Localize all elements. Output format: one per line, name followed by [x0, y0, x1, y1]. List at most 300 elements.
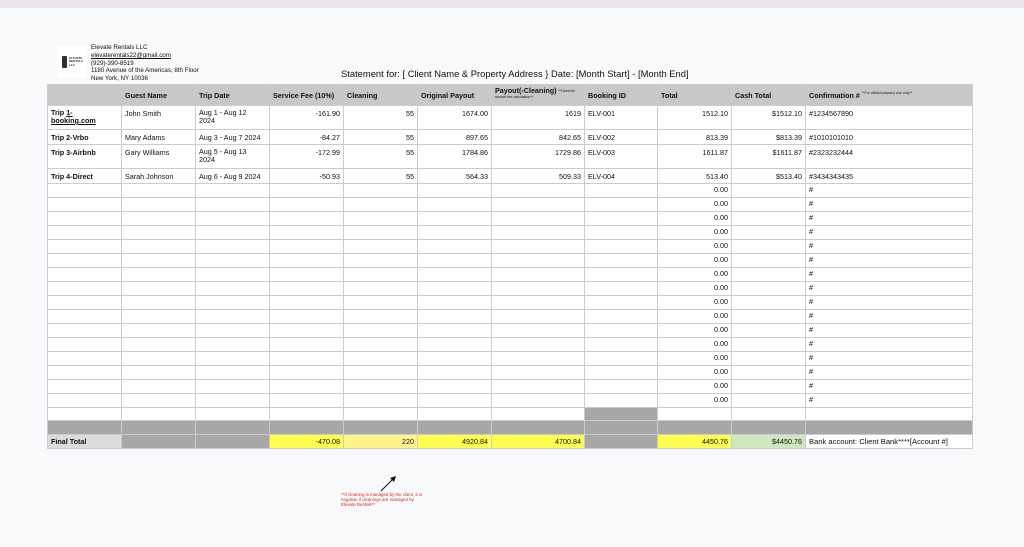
total[interactable]: 1611.87: [658, 145, 732, 169]
cell[interactable]: [196, 268, 270, 282]
original-payout[interactable]: 897.65: [418, 130, 492, 145]
company-name: Elevate Rentals LLC: [91, 44, 148, 51]
payout-cleaning[interactable]: 842.65: [492, 130, 585, 145]
payout-cleaning[interactable]: 1729.86: [492, 145, 585, 169]
cell[interactable]: [196, 408, 270, 421]
cell[interactable]: [122, 324, 196, 338]
cash-total[interactable]: [732, 380, 806, 394]
trip-label[interactable]: Trip 4-Direct: [48, 169, 122, 184]
cell[interactable]: [270, 240, 344, 254]
cell[interactable]: [344, 282, 418, 296]
cell[interactable]: [270, 212, 344, 226]
cell[interactable]: [122, 408, 196, 421]
cell[interactable]: [270, 296, 344, 310]
cell[interactable]: [344, 296, 418, 310]
header-original-payout[interactable]: Original Payout: [418, 85, 492, 106]
cell[interactable]: [196, 435, 270, 449]
cell[interactable]: [492, 282, 585, 296]
cell[interactable]: [418, 268, 492, 282]
confirmation-number[interactable]: #: [806, 338, 973, 352]
final-total[interactable]: 4450.76: [658, 435, 732, 449]
total[interactable]: 0.00: [658, 338, 732, 352]
cell[interactable]: [418, 408, 492, 421]
trip-date-line1: Aug 1 - Aug 12: [199, 108, 247, 117]
table-row: [48, 254, 973, 268]
table-row: [48, 310, 973, 324]
cell[interactable]: [492, 198, 585, 212]
guest-name[interactable]: Mary Adams: [122, 130, 196, 145]
cleaning[interactable]: 55: [344, 130, 418, 145]
cell: [658, 421, 732, 435]
cell[interactable]: [122, 394, 196, 408]
cash-total[interactable]: [732, 282, 806, 296]
confirmation-number[interactable]: #: [806, 254, 973, 268]
cell[interactable]: [122, 254, 196, 268]
cleaning[interactable]: 55: [344, 106, 418, 130]
cell[interactable]: [270, 198, 344, 212]
cash-total[interactable]: [732, 324, 806, 338]
header-booking-id[interactable]: Booking ID: [585, 85, 658, 106]
confirmation-number[interactable]: #: [806, 324, 973, 338]
guest-name[interactable]: John Smith: [122, 106, 196, 130]
cell[interactable]: [492, 296, 585, 310]
trip-label-link-2[interactable]: booking.com: [51, 116, 96, 125]
total[interactable]: 0.00: [658, 394, 732, 408]
cell[interactable]: [344, 184, 418, 198]
cell[interactable]: [492, 184, 585, 198]
header-trip-date[interactable]: Trip Date: [196, 85, 270, 106]
total[interactable]: 0.00: [658, 268, 732, 282]
cell[interactable]: [196, 254, 270, 268]
cell[interactable]: [585, 226, 658, 240]
total[interactable]: 0.00: [658, 282, 732, 296]
cell[interactable]: [585, 380, 658, 394]
confirmation-number[interactable]: #: [806, 268, 973, 282]
row-label-cell[interactable]: [48, 240, 122, 254]
total[interactable]: 813.39: [658, 130, 732, 145]
table-row: [48, 130, 973, 145]
cell[interactable]: [196, 380, 270, 394]
row-label-cell[interactable]: [48, 254, 122, 268]
cell[interactable]: [270, 408, 344, 421]
cell[interactable]: [196, 352, 270, 366]
header-cash-total[interactable]: Cash Total: [732, 85, 806, 106]
total[interactable]: 0.00: [658, 324, 732, 338]
cell[interactable]: [492, 310, 585, 324]
table-row: [48, 296, 973, 310]
table-row: [48, 212, 973, 226]
confirmation-note: **For office/company use only**: [861, 90, 913, 95]
cell[interactable]: [585, 282, 658, 296]
cell: [48, 421, 122, 435]
cell[interactable]: [492, 352, 585, 366]
trip-label-link[interactable]: 1-: [66, 108, 73, 117]
original-payout[interactable]: 1784.86: [418, 145, 492, 169]
cell[interactable]: [344, 408, 418, 421]
total[interactable]: 0.00: [658, 380, 732, 394]
confirmation-number[interactable]: #: [806, 394, 973, 408]
table-row: [48, 394, 973, 408]
cell[interactable]: [196, 240, 270, 254]
header-service-fee[interactable]: Service Fee (10%): [270, 85, 344, 106]
cell[interactable]: [418, 254, 492, 268]
cell[interactable]: [196, 184, 270, 198]
cell[interactable]: [492, 338, 585, 352]
table-row: [48, 226, 973, 240]
cell[interactable]: [732, 408, 806, 421]
cell[interactable]: [270, 226, 344, 240]
cash-total[interactable]: [732, 240, 806, 254]
row-label-cell[interactable]: [48, 226, 122, 240]
cell[interactable]: [270, 394, 344, 408]
cell[interactable]: [585, 254, 658, 268]
cell[interactable]: [196, 212, 270, 226]
cell[interactable]: [122, 380, 196, 394]
trip-label-text: Trip: [51, 108, 67, 117]
booking-id[interactable]: ELV-001: [585, 106, 658, 130]
payout-cleaning-label: Payout(-Cleaning): [495, 86, 557, 95]
confirmation-number[interactable]: #: [806, 226, 973, 240]
cell[interactable]: [122, 226, 196, 240]
cell[interactable]: [270, 268, 344, 282]
cell[interactable]: [344, 198, 418, 212]
booking-id[interactable]: ELV-004: [585, 169, 658, 184]
confirmation-number[interactable]: #: [806, 184, 973, 198]
booking-id[interactable]: ELV-003: [585, 145, 658, 169]
confirmation-number[interactable]: #: [806, 310, 973, 324]
confirmation-number[interactable]: #: [806, 212, 973, 226]
cell[interactable]: [196, 310, 270, 324]
cell[interactable]: [585, 435, 658, 449]
cell[interactable]: [122, 366, 196, 380]
cell[interactable]: [585, 240, 658, 254]
cell[interactable]: [344, 366, 418, 380]
total[interactable]: 0.00: [658, 226, 732, 240]
original-payout[interactable]: 564.33: [418, 169, 492, 184]
cell[interactable]: [270, 352, 344, 366]
total[interactable]: 0.00: [658, 212, 732, 226]
cell[interactable]: [418, 366, 492, 380]
bank-account[interactable]: Bank account: Client Bank****[Account #]: [806, 435, 973, 449]
row-label-cell[interactable]: [48, 310, 122, 324]
cleaning[interactable]: 55: [344, 145, 418, 169]
cash-total[interactable]: [732, 184, 806, 198]
company-phone: (929)-390-8519: [91, 59, 134, 67]
cleaning[interactable]: 55: [344, 169, 418, 184]
cell[interactable]: [492, 394, 585, 408]
confirmation-number[interactable]: #: [806, 296, 973, 310]
statement-table: [47, 84, 973, 449]
cell[interactable]: [418, 212, 492, 226]
cell[interactable]: [196, 226, 270, 240]
cell[interactable]: [418, 352, 492, 366]
total[interactable]: 0.00: [658, 240, 732, 254]
cell[interactable]: [492, 240, 585, 254]
confirmation-number[interactable]: #3434343435: [806, 169, 973, 184]
confirmation-number[interactable]: #: [806, 240, 973, 254]
cell[interactable]: [492, 226, 585, 240]
cell[interactable]: [418, 240, 492, 254]
cell[interactable]: [196, 198, 270, 212]
confirmation-number[interactable]: #: [806, 366, 973, 380]
cash-total[interactable]: [732, 296, 806, 310]
payout-cleaning[interactable]: 509.33: [492, 169, 585, 184]
cell[interactable]: [270, 380, 344, 394]
cell[interactable]: [344, 380, 418, 394]
service-fee[interactable]: -84.27: [270, 130, 344, 145]
cash-total[interactable]: [732, 226, 806, 240]
cell[interactable]: [196, 366, 270, 380]
cell[interactable]: [418, 310, 492, 324]
cell[interactable]: [418, 282, 492, 296]
confirmation-number[interactable]: #: [806, 198, 973, 212]
cash-total[interactable]: [732, 366, 806, 380]
top-bar: [0, 0, 1024, 8]
final-total-row: [48, 435, 973, 449]
table-row: [48, 380, 973, 394]
cell[interactable]: [122, 184, 196, 198]
table-row: [48, 352, 973, 366]
trip-label[interactable]: [48, 106, 122, 130]
cell[interactable]: [418, 226, 492, 240]
cell[interactable]: [344, 268, 418, 282]
cell[interactable]: [270, 282, 344, 296]
cell[interactable]: [418, 184, 492, 198]
cell[interactable]: [585, 324, 658, 338]
cell: [585, 421, 658, 435]
cell[interactable]: [806, 408, 973, 421]
cash-total[interactable]: [732, 198, 806, 212]
cell[interactable]: [418, 380, 492, 394]
final-cash-total[interactable]: $4450.76: [732, 435, 806, 449]
table-row: [48, 184, 973, 198]
cash-total[interactable]: [732, 254, 806, 268]
row-label-cell[interactable]: [48, 352, 122, 366]
cell[interactable]: [344, 338, 418, 352]
total[interactable]: 0.00: [658, 310, 732, 324]
cell[interactable]: [344, 240, 418, 254]
service-fee[interactable]: -50.93: [270, 169, 344, 184]
cell[interactable]: [585, 296, 658, 310]
cell[interactable]: [344, 254, 418, 268]
total[interactable]: 0.00: [658, 296, 732, 310]
company-address-line2: New York, NY 10036: [91, 75, 148, 83]
confirmation-number[interactable]: #: [806, 282, 973, 296]
header-cleaning[interactable]: Cleaning: [344, 85, 418, 106]
header-payout-cleaning[interactable]: [492, 85, 585, 106]
cell[interactable]: [418, 198, 492, 212]
cell[interactable]: [122, 296, 196, 310]
total[interactable]: 0.00: [658, 198, 732, 212]
final-original-payout[interactable]: 4920.84: [418, 435, 492, 449]
booking-id[interactable]: ELV-002: [585, 130, 658, 145]
payout-cleaning[interactable]: 1619: [492, 106, 585, 130]
total[interactable]: 0.00: [658, 254, 732, 268]
cash-total[interactable]: [732, 394, 806, 408]
trip-date[interactable]: [196, 106, 270, 130]
cell[interactable]: [418, 296, 492, 310]
cleaning-note: **If cleaning is managed by the client, it is negative if cleanings are managed by Elevate Rentals**: [341, 492, 423, 508]
guest-name[interactable]: Gary Williams: [122, 145, 196, 169]
final-cleaning[interactable]: 220: [344, 435, 418, 449]
row-label-cell[interactable]: [48, 324, 122, 338]
cell[interactable]: [585, 212, 658, 226]
cell[interactable]: [492, 380, 585, 394]
cell[interactable]: [344, 212, 418, 226]
service-fee[interactable]: -172.99: [270, 145, 344, 169]
confirmation-label: Confirmation #: [809, 90, 860, 100]
cell[interactable]: [585, 366, 658, 380]
cell[interactable]: [122, 310, 196, 324]
header-row: [48, 85, 973, 106]
cell[interactable]: [270, 338, 344, 352]
cell[interactable]: [418, 394, 492, 408]
cell[interactable]: [122, 268, 196, 282]
row-label-cell[interactable]: [48, 296, 122, 310]
cell[interactable]: [492, 268, 585, 282]
cell[interactable]: [585, 184, 658, 198]
table-row: [48, 169, 973, 184]
cell[interactable]: [270, 310, 344, 324]
cell[interactable]: [122, 352, 196, 366]
row-label-cell[interactable]: [48, 282, 122, 296]
table-row: [48, 106, 973, 130]
blank-rows: [48, 184, 973, 408]
service-fee[interactable]: -161.90: [270, 106, 344, 130]
cell[interactable]: [122, 240, 196, 254]
cell[interactable]: [418, 324, 492, 338]
cell: [492, 421, 585, 435]
confirmation-number[interactable]: #: [806, 352, 973, 366]
trip-label[interactable]: Trip 2-Vrbo: [48, 130, 122, 145]
cell[interactable]: [270, 324, 344, 338]
original-payout[interactable]: 1674.00: [418, 106, 492, 130]
cash-total[interactable]: $1611.87: [732, 145, 806, 169]
row-label-cell[interactable]: [48, 212, 122, 226]
cell[interactable]: [196, 296, 270, 310]
cell[interactable]: [270, 254, 344, 268]
table-row: [48, 282, 973, 296]
header-total[interactable]: Total: [658, 85, 732, 106]
cell[interactable]: [658, 408, 732, 421]
cell[interactable]: [492, 324, 585, 338]
cell: [732, 421, 806, 435]
statement-title: Statement for: [ Client Name & Property Address } Date: [Month Start] - [Month End]: [341, 68, 689, 79]
cell[interactable]: [344, 310, 418, 324]
row-label-cell[interactable]: [48, 198, 122, 212]
cell[interactable]: [492, 212, 585, 226]
cash-total[interactable]: [732, 212, 806, 226]
cell[interactable]: [270, 366, 344, 380]
cell[interactable]: [270, 184, 344, 198]
cell[interactable]: [196, 338, 270, 352]
header-guest-name[interactable]: Guest Name: [122, 85, 196, 106]
cash-total[interactable]: $513.40: [732, 169, 806, 184]
final-payout-cleaning[interactable]: 4700.84: [492, 435, 585, 449]
table-row: [48, 268, 973, 282]
cell[interactable]: [585, 352, 658, 366]
cash-total[interactable]: [732, 352, 806, 366]
company-email[interactable]: elevaterentals22@gmail.com: [91, 51, 171, 59]
row-label-cell[interactable]: [48, 408, 122, 421]
cell[interactable]: [196, 394, 270, 408]
cell[interactable]: [344, 324, 418, 338]
cash-total[interactable]: [732, 310, 806, 324]
cell[interactable]: [122, 338, 196, 352]
trip-date[interactable]: Aug 6 - Aug 9 2024: [196, 169, 270, 184]
trip-date[interactable]: Aug 3 - Aug 7 2024: [196, 130, 270, 145]
row-label-cell[interactable]: [48, 394, 122, 408]
cell[interactable]: [492, 254, 585, 268]
trip-label[interactable]: Trip 3-Airbnb: [48, 145, 122, 169]
cell[interactable]: [492, 408, 585, 421]
total[interactable]: 1512.10: [658, 106, 732, 130]
table-row: [48, 366, 973, 380]
cell[interactable]: [196, 282, 270, 296]
total[interactable]: 0.00: [658, 352, 732, 366]
cell[interactable]: [585, 268, 658, 282]
cash-total[interactable]: [732, 338, 806, 352]
guest-name[interactable]: Sarah Johnson: [122, 169, 196, 184]
cell[interactable]: [418, 338, 492, 352]
cash-total[interactable]: $813.39: [732, 130, 806, 145]
cell[interactable]: [492, 366, 585, 380]
cell[interactable]: [344, 394, 418, 408]
cell: [196, 421, 270, 435]
cell[interactable]: [585, 310, 658, 324]
row-label-cell[interactable]: [48, 338, 122, 352]
cell[interactable]: [122, 198, 196, 212]
table-row: [48, 198, 973, 212]
confirmation-number[interactable]: #2323232444: [806, 145, 973, 169]
table-row: [48, 145, 973, 169]
total[interactable]: 0.00: [658, 366, 732, 380]
cell[interactable]: [585, 408, 658, 421]
cell[interactable]: [196, 324, 270, 338]
cell[interactable]: [122, 212, 196, 226]
row-label-cell[interactable]: [48, 380, 122, 394]
total[interactable]: 513.40: [658, 169, 732, 184]
cell[interactable]: [585, 198, 658, 212]
row-label-cell[interactable]: [48, 366, 122, 380]
confirmation-number[interactable]: #1010101010: [806, 130, 973, 145]
cell[interactable]: [122, 435, 196, 449]
row-label-cell[interactable]: [48, 268, 122, 282]
logo-text: ELEVATE RENTALS LLC: [69, 55, 83, 67]
cell: [418, 421, 492, 435]
confirmation-number[interactable]: #: [806, 380, 973, 394]
arrow-icon: [379, 475, 399, 493]
final-service-fee[interactable]: -470.08: [270, 435, 344, 449]
cash-total[interactable]: [732, 268, 806, 282]
trip-date-line2: 2024: [199, 116, 215, 125]
cell[interactable]: [344, 352, 418, 366]
cell[interactable]: [585, 338, 658, 352]
table-row: [48, 408, 973, 421]
row-label-cell[interactable]: [48, 184, 122, 198]
header-confirmation[interactable]: [806, 85, 973, 106]
header-trip[interactable]: [48, 85, 122, 106]
trip-date[interactable]: [196, 145, 270, 169]
final-total-label[interactable]: Final Total: [48, 435, 122, 449]
cash-total[interactable]: $1512.10: [732, 106, 806, 130]
confirmation-number[interactable]: #1234567890: [806, 106, 973, 130]
cell[interactable]: [585, 394, 658, 408]
total[interactable]: 0.00: [658, 184, 732, 198]
cell[interactable]: [344, 226, 418, 240]
cell[interactable]: [122, 282, 196, 296]
trip-date-line1: Aug 5 - Aug 13: [199, 147, 247, 156]
